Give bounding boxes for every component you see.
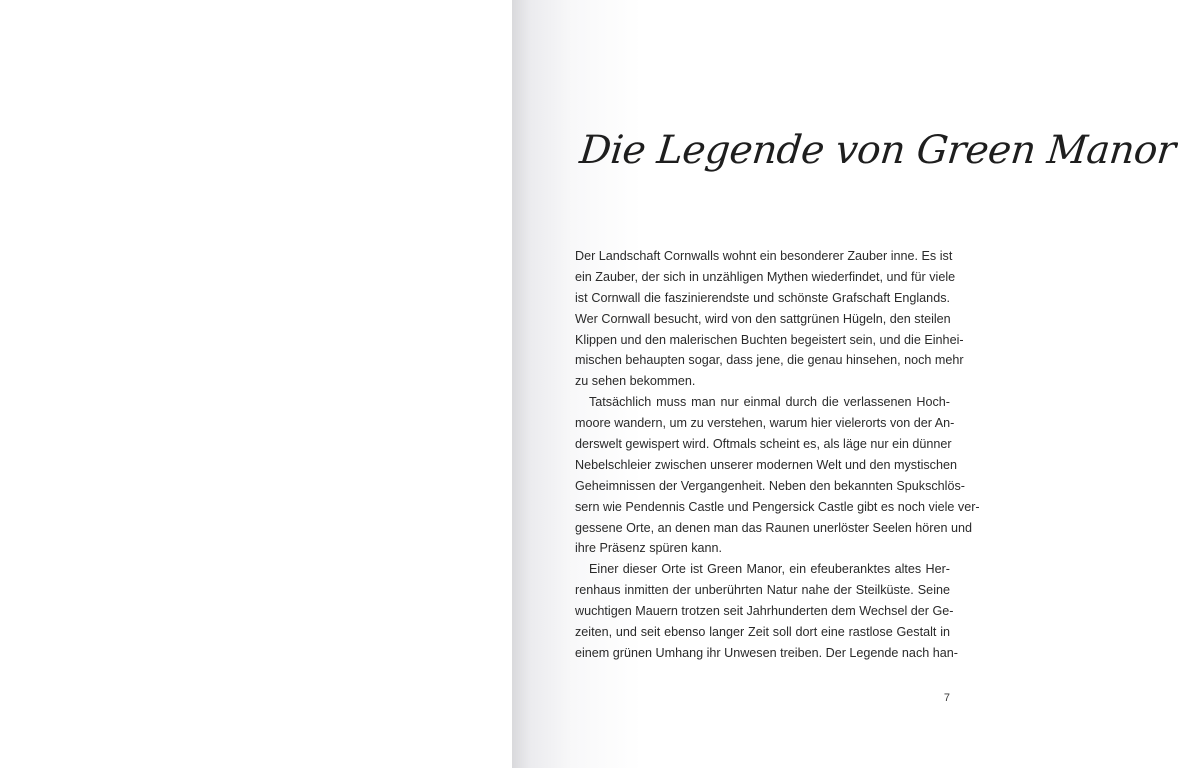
body-text xyxy=(575,246,980,664)
text-line: ihre Präsenz spüren kann. xyxy=(575,541,723,556)
text-line: renhaus inmitten der unberührten Natur nahe der Steilküste. Seine xyxy=(575,583,950,598)
text-line: Geheimnissen der Vergangenheit. Neben den bekannten Spukschlös- xyxy=(575,478,965,493)
text-line: sern wie Pendennis Castle und Pengersick Castle gibt es noch viele ver- xyxy=(575,499,980,514)
text-line: zu sehen bekommen. xyxy=(575,374,696,389)
text-line: Nebelschleier zwischen unserer modernen Welt und den mystischen xyxy=(575,457,957,472)
chapter-title: Die Legende von Green Manor xyxy=(577,128,1178,173)
text-line: zeiten, und seit ebenso langer Zeit soll dort eine rastlose Gestalt in xyxy=(575,625,950,640)
text-line: Der Landschaft Cornwalls wohnt ein besonderer Zauber inne. Es ist xyxy=(575,249,953,263)
text-line: mischen behaupten sogar, dass jene, die genau hinsehen, noch mehr xyxy=(575,353,964,368)
left-page xyxy=(0,0,512,768)
page-number: 7 xyxy=(943,692,950,704)
text-line: einem grünen Umhang ihr Unwesen treiben. Der Legende nach han- xyxy=(575,645,958,660)
text-line: derswelt gewispert wird. Oftmals scheint es, als läge nur ein dünner xyxy=(575,437,952,452)
text-line: Einer dieser Orte ist Green Manor, ein efeuberanktes altes Her- xyxy=(589,562,950,577)
text-line: moore wandern, um zu verstehen, warum hier vielerorts von der An- xyxy=(575,416,955,431)
text-line: Klippen und den malerischen Buchten begeistert sein, und die Einhei- xyxy=(575,332,964,347)
text-line: Tatsächlich muss man nur einmal durch die verlassenen Hoch- xyxy=(589,395,950,410)
text-line: ist Cornwall die faszinierendste und schönste Grafschaft Englands. xyxy=(575,290,950,305)
text-line: Wer Cornwall besucht, wird von den sattgrünen Hügeln, den steilen xyxy=(575,311,951,326)
text-line: wuchtigen Mauern trotzen seit Jahrhunderten dem Wechsel der Ge- xyxy=(575,604,954,619)
text-line: ein Zauber, der sich in unzähligen Mythen wiederfindet, und für viele xyxy=(575,269,956,284)
right-page xyxy=(512,0,1178,768)
text-line: gessene Orte, an denen man das Raunen unerlöster Seelen hören und xyxy=(575,520,972,535)
